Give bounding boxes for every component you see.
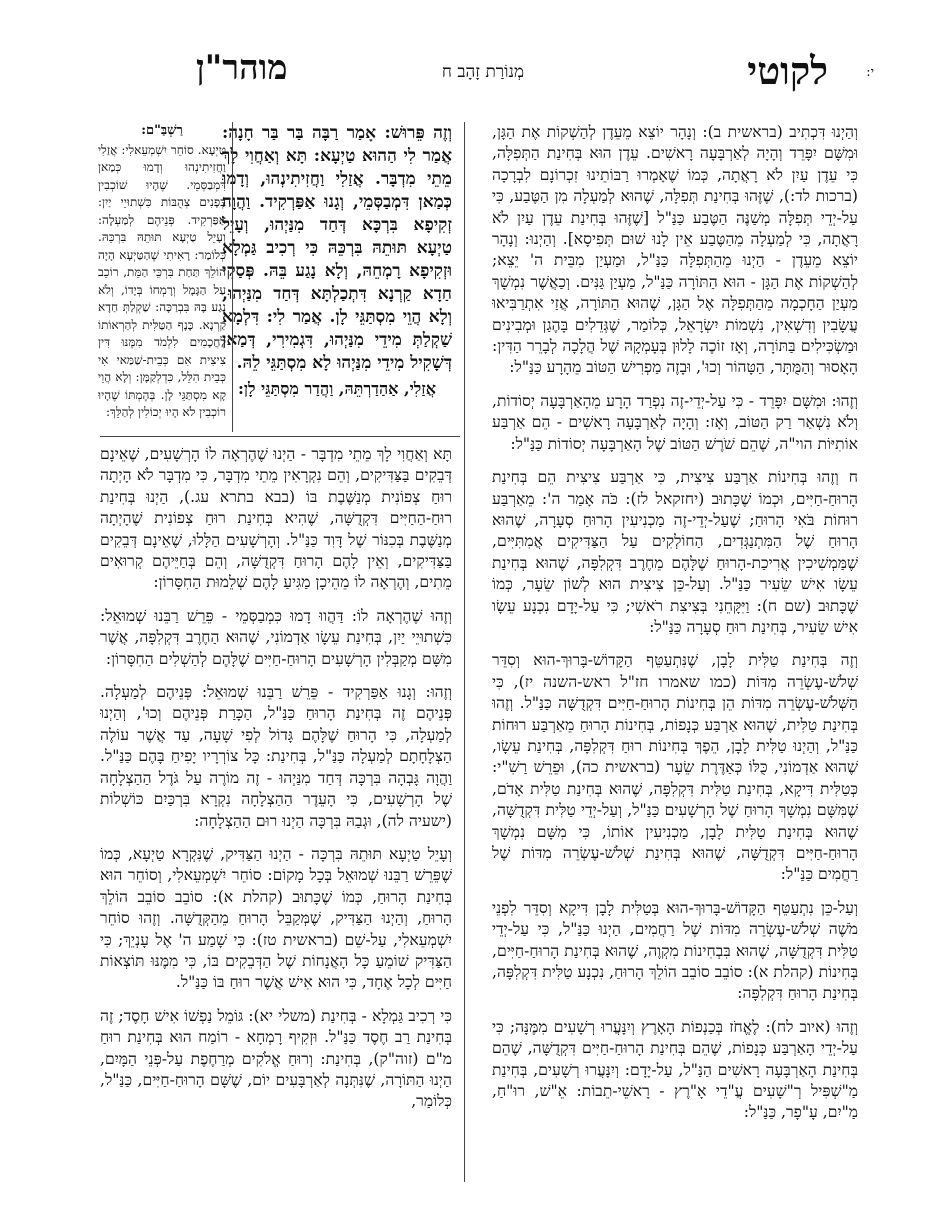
rashbam-text: טַיְעָא. סוֹחֵר יִשְׁמְעֵאלִי: אֲזַלִי וַחֲזִיתִינְהוּ וְדָמוּ כְּמַאן דִּמְבַסְּמֵי. שֶׁהָיוּ שׁוֹכְבִין בְּפָנִים צְהֻבּוֹת כִּשְׁתוּיֵי יַיִן: אַפַּרְקִיד. פְּנֵיהֶם לְמַעְלָה: וְעָיֵל טַיְעָא תּוּתֵהּ בִּרְכֵּהּ. כְּלוֹמַר: רָאִיתִי שֶׁהַטַּיְעָא הָיָה הוֹלֵךְ תַּחַת בִּרְכֵּי הַמֵּת, רוֹכֵב עַל הַגָּמָל וְרָמְחוֹ בְּיָדוֹ, וְלֹא נָגַע בָּהּ בִּבְרַכָּה: שַׁקְלַתְּ חַדָא קַרְנָא. כָּנָף הַטַּלִּית לְהַרְאוֹתוֹ לַחֲכָמִים לִלְמֹד מִמֶּנּוּ דִּין צִיצִית אִם כְּבֵית-שַׁמַּאי אִי כְּבֵית הִלֵּל, כִּדְלְקַמָּן: וְלָא הֲוֵי קָא מִסְתַּגֵּי לָן. בְּהֶמְתּוֹ שֶׁהָיוּ רוֹכְבִין לֹא הָיוּ יְכוֹלִין לְהַלֵּךְ:	[98, 142, 226, 419]
paragraph: וְזֶהוּ: וּמִשָּׁם יִפָּרֵד - כִּי עַל-יְדֵי-זֶה נִפְרַד הָרָע מֵהָאַרְבָּעָה יְסוֹדוֹת, וְלֹא נִשְׁאַר רַק הַטּוֹב, וְאָז: וְהָיָה לְאַרְבָּעָה רָאשִׁים - הֵם אַרְבַּע אוֹתִיּוֹת הוי"ה, שֶׁהֵם שֹׁרֶשׁ הַטּוֹב שֶׁל הָאַרְבָּעָה יְסוֹדוֹת כַּנַּ"ל:	[492, 391, 858, 453]
rashbam-column	[98, 122, 226, 422]
paragraph: וְהַיְנוּ דִּכְתִיב (בראשית ב): וְנָהָר יוֹצֵא מֵעֵדֶן לְהַשְׁקוֹת אֶת הַגָּן, וּמִשָּׁם יִפָּרֵד וְהָיָה לְאַרְבָּעָה רָאשִׁים. עֵדֶן הוּא בְּחִינַת הַתְּפִלָּה, כִּי עֵדֶן עַיִן לֹא רָאֲתָה, כְּמוֹ שֶׁאָמְרוּ רַבּוֹתֵינוּ זִכְרוֹנָם לִבְרָכָה (ברכות לד:), שֶׁזֶּהוּ בְּחִינַת תְּפִלָּה, שֶׁהוּא לְמַעְלָה מִן הַטֶּבַע, כִּי עַל-יְדֵי תְּפִלָּה מְשַׁנֶּה הַטֶּבַע כַּנַּ"ל [שֶׁזֶּהוּ בְּחִינַת עֵדֶן עַיִן לֹא רָאֲתָה, כִּי לְמַעְלָה מֵהַטֶּבַע אֵין לָנוּ שׁוּם תְּפִיסָא]. וְהַיְנוּ: וְנָהָר יוֹצֵא מֵעֵדֶן - הַיְנוּ מֵהַתְּפִלָּה כַּנַּ"ל, וּמַעְיַן מִבֵּית ה' יֵצֵא; לְהַשְׁקוֹת אֶת הַגָּן - הוּא הַתּוֹרָה כַּנַּ"ל, מַעְיַן גַּנִּים. וְכַאֲשֶׁר נִמְשָׁךְ מַעְיַן הַחָכְמָה מֵהַתְּפִלָּה אֶל הַגָּן, שֶׁהוּא הַתּוֹרָה, אֲזַי אִתְרַבִּיאוּ עֲשָׂבִין וְדִשְׁאִין, נִשְׁמוֹת יִשְׂרָאֵל, כְּלוֹמַר, שֶׁגְּדֵלִים בָּהֶגַן וּמְבִינִים וּמַשְׂכִּילִים בַּתּוֹרָה, וְאָז זוֹכֶה לָלוּן בְּעָמְקָהּ שֶׁל הֲלָכָה לְבָרֵר הַדִּין: הָאָסוּר וְהַמֻּתָּר, הַטָּהוֹר וְכוּ', וּבָזֶה מַפְרִישׁ הַטּוֹב מֵהָרָע כַּנַּ"ל:	[492, 123, 858, 377]
paragraph: וְזֶהוּ (איוב לח): לֶאֱחֹז בְּכַנְפוֹת הָאָרֶץ וְיִנָּעֲרוּ רְשָׁעִים מִמֶּנָּה; כִּי עַל-יְדֵי הָאַרְבַּע כְּנָפוֹת, שֶׁהֵם בְּחִינַת הָרוּחַ-חַיִּים דִּקְדֻשָּׁה, שֶׁהֵם בְּחִינַת הָאַרְבָּעָה רָאשִׁים הַנַּ"ל, עַל-יָדָם: וְיִנָּעֲרוּ רְשָׁעִים, בְּחִינַת מַ"שְׁפִּיל רְ"שָׁעִים עֲ"דֵי אָ"רֶץ - רָאשֵׁי-תֵבוֹת: אֵ"שׁ, רוּ"חַ, מַ"יִם, עָ"פָר, כַּנַּ"ל:	[492, 1017, 858, 1122]
paragraph: ח וְזֶהוּ בְּחִינוֹת אַרְבַּע צִיצִית, כִּי אַרְבַּע צִיצִית הֵם בְּחִינַת הָרוּחַ-חַיִּים, וּכְמוֹ שֶׁכָּתוּב (יחזקאל לז): כֹּה אָמַר ה': מֵאַרְבַּע רוּחוֹת בֹּאִי הָרוּחַ; שֶׁעַל-יְדֵי-זֶה מַכְנִיעִין הָרוּחַ סְעָרָה, שֶׁהוּא הָרוּחַ שֶׁל הַמִּתְנַגְּדִים, הַחוֹלְקִים עַל הַצַּדִּיקִים אֲמִתִּיִּים, שֶׁמַּמְשִׁיכִין אֲרִיכַת-הָרוּחַ שֶׁלָּהֶם מֵחֶרֶב דִּקְלִפָּה, שֶׁהוּא בְּחִינַת עֵשָׂו אִישׁ שֵׂעִיר כַּנַּ"ל. וְעַל-כֵּן צִיצִית הוּא לְשׁוֹן שֵׂעָר, כְּמוֹ שֶׁכָּתוּב (שם ח): וַיִּקָּחֵנִי בְּצִיצִת רֹאשִׁי; כִּי עַל-יָדָם נִכְנָע עֵשָׂו אִישׁ שֵׂעִיר, בְּחִינַת רוּחַ סְעָרָה כַּנַּ"ל:	[492, 468, 858, 636]
paragraph: וְזֶה בְּחִינַת טַלִּית לָבָן, שֶׁנִּתְעַטֵּף הַקָּדוֹשׁ-בָּרוּךְ-הוּא וְסִדֵּר שְׁלֹשׁ-עֶשְׂרֵה מִדּוֹת (כמו שאמרו חז"ל ראש-השנה יז), כִּי הַשְּׁלֹשׁ-עֶשְׂרֵה מִדּוֹת הֵן בְּחִינוֹת הָרוּחַ-חַיִּים דִּקְדֻשָּׁה כַּנַּ"ל. וְזֶהוּ בְּחִינַת טַלִּית, שֶׁהוּא אַרְבַּע כְּנָפוֹת, בְּחִינוֹת הָרוּחַ מֵאַרְבַּע רוּחוֹת כַּנַּ"ל, וְהַיְנוּ טַלִּית לָבָן, הֵפֶךְ בְּחִינוֹת רוּחַ דִּקְלִפָּה, בְּחִינַת עֵשָׂו, שֶׁהוּא אַדְמוֹנִי, כֻּלּוֹ כְּאַדֶּרֶת שֵׂעָר (בראשית כה), וּפֵרֵשׁ רַשִׁ"י: כְּטַלִּית דִּיקָא, בְּחִינַת טַלִּית דִּקְלִפָּה, שֶׁהוּא בְּחִינַת טַלִּית אָדֹם, שֶׁמִּשָּׁם נִמְשָׁךְ הָרוּחַ שֶׁל הָרְשָׁעִים כַּנַּ"ל, וְעַל-יְדֵי טַלִּית דִּקְדֻשָּׁה, שֶׁהוּא בְּחִינַת טַלִּית לָבָן, מַכְנִיעִין אוֹתוֹ, כִּי מִשָּׁם נִמְשָׁךְ הָרוּחַ-חַיִּים דִּקְדֻשָּׁה, שֶׁהוּא בְּחִינַת שְׁלֹשׁ-עֶשְׂרֵה מִדּוֹת שֶׁל רַחֲמִים כַּנַּ"ל:	[492, 651, 858, 884]
running-title-left: מוהר"ן	[196, 48, 288, 88]
paragraph: תָּא וְאַחֲוִי לָךְ מֵתֵי מִדְבָּר - הַיְנוּ שֶׁהֶרְאָה לוֹ הָרְשָׁעִים, שֶׁאֵינָם דְּבֵקִים בַּצַּדִּיקִים, וְהֵם נִקְרָאִין מֵתֵי מִדְבָּר, כִּי מִדְבָּר לֹא הָיְתָה רוּחַ צְפוֹנִית מְנַשֶּׁבֶת בּוֹ (בבא בתרא עג.), הַיְנוּ בְּחִינַת רוּחַ-הַחַיִּים דִּקְדֻשָּׁה, שֶׁהִיא בְּחִינַת רוּחַ צְפוֹנִית שֶׁהָיְתָה מְנַשֶּׁבֶת בְּכִנּוֹר שֶׁל דָּוִד כַּנַּ"ל. וְהָרְשָׁעִים הַלָּלוּ, שֶׁאֵינָם דְּבֵקִים בַּצַּדִּיקִים, וְאֵין לָהֶם הָרוּחַ דִּקְדֻשָּׁה, וְהֵם בְּחַיֵּיהֶם קְרוּאִים מֵתִים, וְהֶרְאָה לוֹ מֵהֵיכָן מַגִּיעַ לָהֶם שְׁלֵמוּת הַחִסָּרוֹן:	[100, 445, 452, 592]
main-text-column	[492, 122, 858, 1182]
section-divider	[100, 436, 460, 437]
talmud-quote-column	[222, 122, 452, 436]
talmud-quote: וְזֶה פֵּרוּשׁ: אָמַר רַבָּה בַּר בַּר חָנָה: אֲמַר לִי הַהוּא טַיְעָא: תָּא וְאַחֲוִי לָךְ מֵתֵי מִדְבָּר. אֲזַלִי וַחֲזִיתִינְהוּ, וְדָמוּ כְּמַאן דִּמְבַסְּמֵי, וְגָנוּ אַפַּרְקִיד. וַהֲוָה זְקִיפָא בִּרְכָּא דְּחַד מִנַּיְהוּ, וְעָיֵל טַיְעָא תּוּתֵהּ בִּרְכֵּהּ כִּי רְכִיב גַּמְלָא וּזְקִיפָא רָמְחֵהּ, וְלָא נָגַע בֵּהּ. פְּסַקִי חַדָא קַרְנָא דִּתְכַלְתָּא דְּחַד מִנַּיְהוּ, וְלָא הֲוֵי מִסְתַּגֵּי לָן. אֲמַר לִי: דִּלְמָא שַׁקְלַתְּ מִידֵי מִנַּיְהוּ, דִּגְמִירִי, דְּמַאן דְּשָׁקִיל מִידֵי מִנַּיְהוּ לָא מִסְתַּגֵּי לֵהּ.	[222, 123, 452, 373]
paragraph: וְזֶהוּ: וְגָנוּ אַפַּרְקִיד - פֵּרֵשׁ רַבֵּנוּ שְׁמוּאֵל: פְּנֵיהֶם לְמַעְלָה. פְּנֵיהֶם זֶה בְּחִינַת הָרוּחַ כַּנַּ"ל, הַכָּרַת פְּנֵיהֶם וְכוּ', וְהַיְנוּ לְמַעְלָה, כִּי הָרוּחַ שֶׁלָּהֶם גָּדוֹל לְפִי שָׁעָה, עַד אֲשֶׁר עוֹלֶה הַצְלָחָתָם לְמַעְלָה כַּנַּ"ל, בְּחִינַת: כָּל צוֹרְרָיו יָפִיחַ בָּהֶם כַּנַּ"ל. וַהֲוָה גָּבְהָה בִּרְכָּה דְּחַד מִנַּיְהוּ - זֶה מוֹרֶה עַל גֹּדֶל הַהַצְלָחָה שֶׁל הָרְשָׁעִים, כִּי הָעֵדֶר הַהַצְלָחָה נִקְרָא בִּרְכַּיִם כּוֹשְׁלוֹת (ישעיה לה), וּגְבַהּ בִּרְכָּה הַיְנוּ רוּם הַהַצְלָחָה:	[100, 683, 452, 830]
page-header	[100, 48, 874, 96]
page-number: י:	[866, 65, 874, 80]
column-divider	[464, 122, 465, 1182]
running-title-right: לקוטי	[747, 48, 828, 93]
talmud-quote-end: אֲזַלִי, אַהַדַרְתֵּהּ, וַהֲדַר מִסְתַּגֵּי לָן:	[238, 379, 436, 398]
paragraph: וְזֶהוּ שֶׁהֶרְאָה לוֹ: דַּהֲווּ דָמוּ כִּמְבַסְּמֵי - פֵּרֵשׁ רַבֵּנוּ שְׁמוּאֵל: כִּשְׁתוּיֵי יַיִן, בְּחִינַת עֵשָׂו אַדְמוֹנִי, שֶׁהוּא הַחֶרֶב דִּקְלִפָּה, אֲשֶׁר מִשָּׁם מְקַבְּלִין הָרְשָׁעִים הָרוּחַ-חַיִּים שֶׁלָּהֶם לְהַשְׁלִים הַחִסָּרוֹן:	[100, 606, 452, 668]
running-title-center: מְנוֹרַת זָהָב ח	[441, 62, 525, 82]
column-divider	[232, 122, 233, 432]
paragraph: וְעַל-כֵּן נִתְעַטֵּף הַקָּדוֹשׁ-בָּרוּךְ-הוּא בְּטַלִּית לָבָן דִּיקָא וְסִדֵּר לִפְנֵי מֹשֶׁה שְׁלֹשׁ-עֶשְׂרֵה מִדּוֹת שֶׁל רַחֲמִים, הַיְנוּ כַּנַּ"ל, כִּי עַל-יְדֵי טַלִּית דִּקְדֻשָּׁה, שֶׁהוּא בִּבְחִינוֹת מִקְוֶה, שֶׁהוּא בְּחִינַת הָרוּחַ-חַיִּים, בְּחִינוֹת (קהלת א): סוֹבֵב סוֹבֵב הוֹלֵךְ הָרוּחַ, נִכְנָע טַלִּית דִּקְלִפָּה, בְּחִינַת הָרוּחַ דִּקְלִפָּה:	[492, 898, 858, 1003]
paragraph: כִּי רְכִיב גַּמְלָא - בְּחִינַת (משלי יא): גּוֹמֵל נַפְשׁוֹ אִישׁ חָסֶד; זֶה בְּחִינַת רַב חֶסֶד כַּנַּ"ל. וּזְקִיף רָמְחָא - רוֹמַח הוּא בְּחִינַת רוּחַ מ"ם (זוה"ק), בְּחִינַת: וְרוּחַ אֱלֹקִים מְרַחֶפֶת עַל-פְּנֵי הַמָּיִם, הַיְנוּ הַתּוֹרָה, שֶׁנִּתְּנָה לְאַרְבָּעִים יוֹם, שֶׁשָּׁם הָרוּחַ-חַיִּים, כַּנַּ"ל, כְּלוֹמַר,	[100, 1006, 452, 1111]
rashbam-title: רַשְׁבַּ"ם:	[141, 123, 183, 138]
commentary-column	[100, 444, 452, 1184]
paragraph: וְעָיֵל טַיְעָא תּוּתֵהּ בִּרְכָּה - הַיְנוּ הַצַּדִּיק, שֶׁנִּקְרָא טַיְעָא, כְּמוֹ שֶׁפֵּרֵשׁ רַבֵּנוּ שְׁמוּאֵל בְּכָל מָקוֹם: סוֹחֵר יִשְׁמְעֵאלִי, וְסוֹחֵר הוּא בְּחִינַת הָרוּחַ, כְּמוֹ שֶׁכָּתוּב (קהלת א): סוֹבֵב סוֹבֵב הוֹלֵךְ הָרוּחַ, וְהַיְנוּ הַצַּדִּיק, שֶׁמְּקַבֵּל הָרוּחַ מֵהַקְּדֻשָּׁה. וְזֶהוּ סוֹחֵר יִשְׁמְעֵאלִי, עַל-שֵׁם (בראשית טז): כִּי שָׁמַע ה' אֶל עָנְיֵךְ; כִּי הַצַּדִּיק שׁוֹמֵעַ כָּל הָאֲנָחוֹת שֶׁל הַדְּבֵקִים בּוֹ, כִּי מִמֶּנּוּ תּוֹצְאוֹת חַיִּים לְכָל אֶחָד, כִּי הוּא אִישׁ אֲשֶׁר רוּחַ בּוֹ כַּנַּ"ל.	[100, 844, 452, 992]
